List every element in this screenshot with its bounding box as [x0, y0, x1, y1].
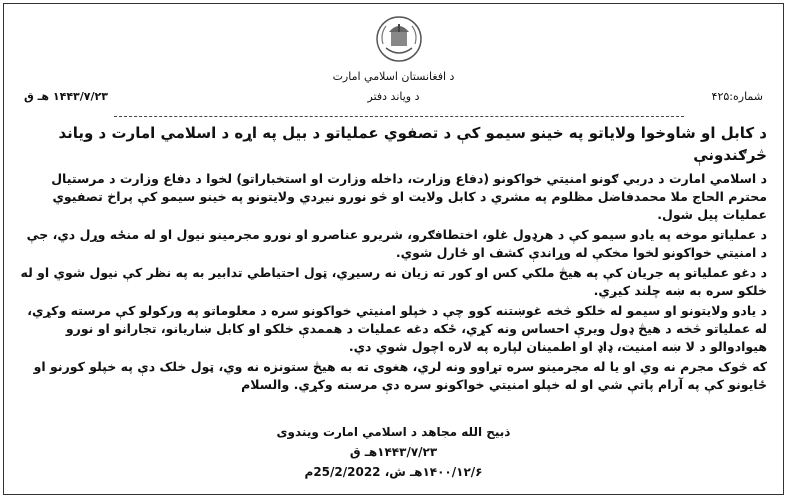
document-meta — [24, 90, 763, 106]
org-header: د افغانستان اسلامي امارت — [332, 70, 455, 83]
document-page — [3, 3, 784, 495]
paragraph: د دغو عملیاتو په جریان کې په هیڅ ملکي کس او کور ته زیان نه رسیږي، ټول احتیاطي تدابیر به په نظر کې نیول شوي او له خلکو سره به ښه چلند کیږي. — [20, 265, 767, 298]
paragraph: د عملیاتو موخه په یادو سیمو کې د هرډول غلو، اختطافګرو، شریرو عناصرو او نورو مجرمینو نیول او له منځه وړل دي، جې د امنیتي خواکونو لخوا مخکې له وړاندې کشف او ځارل شوي. — [26, 227, 767, 260]
document-body — [20, 122, 767, 396]
paragraph: د یادو ولایتونو او سیمو له خلکو څخه غوښتنه کوو چې د خپلو امنیتي خواکونو سره د معلوماتو په ورکولو کې مرسته وکړي، له عملیاتو څخه د هیڅ ډول ویرې احساس ونه کړي، ځکه دغه عملیات د هممدې خلکو او کابل ښاریانو، تجارانو او نورو هیوادوالو د لا ښه امنیت، ډاډ او اطمینان لپاره په لاره اچول شوي دي. — [27, 303, 767, 354]
signature-dates: ۱۴۰۰/۱۲/۶هـ ش، 25/2/2022م — [304, 465, 483, 479]
header-divider — [114, 116, 684, 117]
signatory: ذبیح الله مجاهد د اسلامي امارت ویندوی — [276, 425, 511, 439]
signature-hijri-date: ۱۴۴۳/۷/۲۳هـ ق — [349, 445, 438, 459]
office-name: د ویاند دفتر — [367, 90, 420, 103]
signature-block — [4, 422, 783, 482]
document-number: شماره:۴۲۵ — [711, 90, 763, 103]
paragraph: د اسلامي امارت د دربي ګونو امنيتي خواکونو (دفاع وزارت، داخله وزارت او استخباراتو) لخوا د دفاع وزارت د مرستیال محترم الحاج ملا محمدفاضل مظلوم په مشري د کابل ولایت او څو نورو نیږدي ولایتونو په خینو سیمو کې پراخ تصفیوي عملیات پیل شول. — [51, 171, 767, 222]
paragraph: که څوک مجرم نه وي او یا له مجرمینو سره تړاوو ونه لري، هغوی ته به هیڅ ستونزه نه وي، ټول خلک دې په خپلو کورنو او ځایونو کې په آرام پاتې شي او له خپلو امنیتي خواکونو سره دې مرسته وکړي. والسلام — [33, 359, 767, 392]
document-title: د کابل او شاوخوا ولایاتو په خینو سیمو کې د تصفوي عملیاتو د بیل په اړه د اسلامي امارت د ویاند څرګندونې — [58, 124, 767, 164]
document-date: ۱۴۴۳/۷/۲۳ هـ ق — [24, 90, 108, 103]
emirate-emblem-icon — [374, 14, 424, 64]
